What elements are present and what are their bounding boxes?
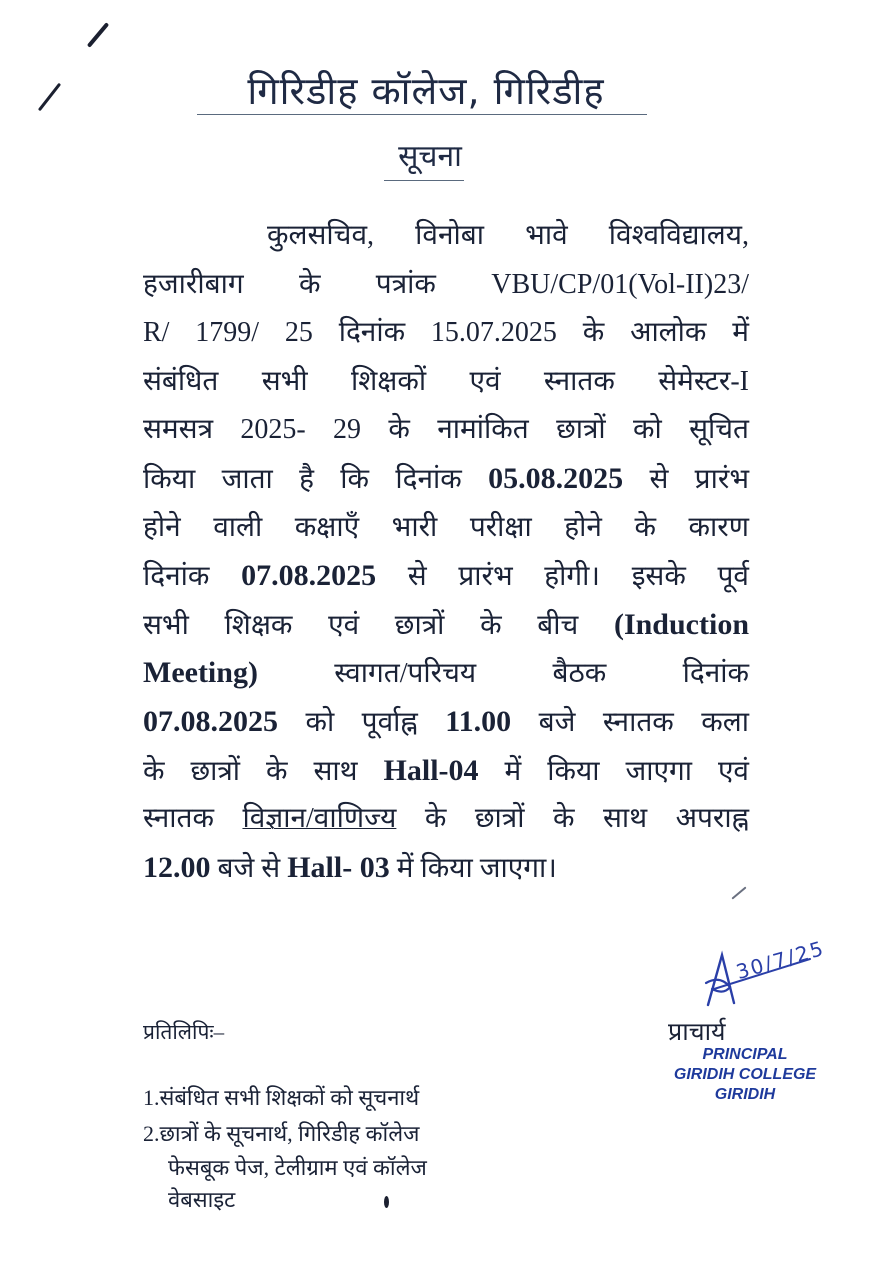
body-line: [143, 747, 749, 796]
body-text-segment: से प्रारंभ: [623, 463, 750, 495]
body-text-segment: में किया जाएगा।: [389, 852, 557, 884]
body-line: [143, 212, 749, 261]
body-text-segment: किया जाता है कि दिनांक: [143, 463, 489, 495]
stamp-line: GIRIDIH: [714, 1086, 776, 1103]
venue-arts: Hall-04: [383, 753, 479, 787]
copy-to-label: प्रतिलिपिः–: [143, 1020, 225, 1044]
meeting-name-part: (Induction: [613, 607, 749, 641]
body-line: [143, 406, 749, 455]
body-line: [143, 601, 749, 650]
body-text-segment: दिनांक: [143, 561, 242, 593]
copy-item-continuation: फेसबूक पेज, टेलीग्राम एवं कॉलेज: [168, 1155, 427, 1180]
body-line: [143, 795, 749, 844]
copy-item-text: संबंधित सभी शिक्षकों को सूचनार्थ: [159, 1085, 420, 1110]
copy-to-item: [143, 1118, 419, 1148]
body-line: [143, 844, 749, 893]
designation-hindi: प्राचार्य: [668, 1019, 726, 1046]
copy-item-continuation: वेबसाइट: [168, 1187, 236, 1212]
body-text-segment: को पूर्वाह्न: [278, 706, 446, 738]
body-text-segment: के छात्रों के साथ: [143, 755, 384, 787]
body-line: [143, 358, 749, 407]
header-underline: [197, 114, 647, 115]
venue-science: Hall- 03: [287, 850, 390, 884]
body-line: [143, 649, 749, 698]
body-text-segment: में किया जाएगा एवं: [478, 755, 749, 787]
meeting-name-part: Meeting): [143, 656, 258, 690]
body-text-segment: समसत्र 2025- 29 के नामांकित छात्रों को सूचित: [143, 414, 749, 446]
copy-item-number: 2.: [143, 1121, 160, 1146]
body-line: [143, 309, 749, 358]
body-text-segment: संबंधित सभी शिक्षकों एवं स्नातक सेमेस्टर-I: [143, 365, 749, 397]
body-line: [143, 455, 749, 504]
body-line: [143, 261, 749, 310]
meeting-date: 07.08.2025: [143, 704, 278, 738]
copy-item-number: 1.: [143, 1085, 160, 1110]
body-text-segment: से प्रारंभ होगी। इसके पूर्व: [376, 561, 749, 593]
notice-title: सूचना: [398, 139, 462, 174]
body-text-segment: होने वाली कक्षाएँ भारी परीक्षा होने के कारण: [143, 511, 749, 543]
body-text-segment: के छात्रों के साथ अपराह्न: [396, 803, 750, 835]
body-text-segment: हजारीबाग के पत्रांक VBU/CP/01(Vol-II)23/: [143, 268, 749, 300]
copy-item-text: छात्रों के सूचनार्थ, गिरिडीह कॉलेज: [159, 1121, 420, 1146]
body-text-segment: बजे से: [210, 852, 288, 884]
pen-mark: [38, 83, 61, 112]
notice-body: [143, 212, 749, 892]
body-text-segment: बजे स्नातक कला: [511, 706, 749, 738]
stamp-line: GIRIDIH COLLEGE: [673, 1066, 817, 1083]
class-start-date-revised: 07.08.2025: [241, 559, 377, 593]
session-time-arts: 11.00: [445, 704, 512, 738]
body-text-segment: स्वागत/परिचय बैठक दिनांक: [257, 658, 749, 690]
body-text-segment: सभी शिक्षक एवं छात्रों के बीच: [143, 609, 614, 641]
body-line: [143, 552, 749, 601]
stamp-line: PRINCIPAL: [702, 1046, 788, 1063]
body-text-segment: R/ 1799/ 25 दिनांक 15.07.2025 के आलोक में: [143, 317, 749, 349]
body-text-segment: कुलसचिव, विनोबा भावे विश्वविद्यालय,: [267, 220, 749, 251]
signature-date: 30/7/25: [733, 935, 828, 984]
body-line: [143, 504, 749, 553]
principal-stamp: [650, 1045, 840, 1105]
body-line: [143, 698, 749, 747]
pen-mark: [87, 22, 109, 48]
class-start-date-original: 05.08.2025: [488, 461, 624, 495]
institution-name: गिरिडीह कॉलेज, गिरिडीह: [247, 69, 605, 113]
session-time-science: 12.00: [143, 850, 211, 884]
pen-mark: [384, 1196, 389, 1208]
copy-to-item: [143, 1082, 419, 1112]
stream-science-commerce: विज्ञान/वाणिज्य: [242, 803, 397, 835]
notice-title-underline: [384, 180, 464, 181]
body-text-segment: स्नातक: [143, 803, 243, 835]
